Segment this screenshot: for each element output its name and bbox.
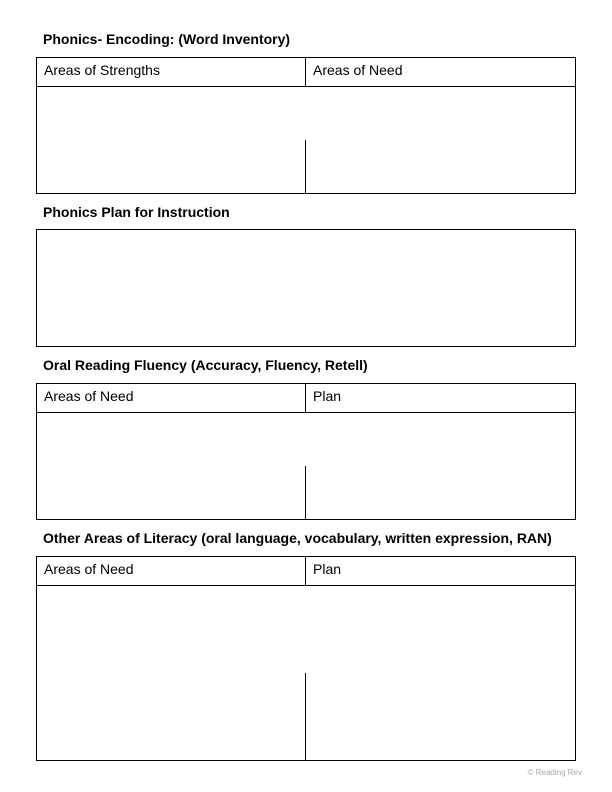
section-title-oral-reading-fluency: Oral Reading Fluency (Accuracy, Fluency, Retell) xyxy=(43,357,368,373)
literacy-plan-entry-area[interactable] xyxy=(306,673,575,760)
copyright-footer: © Reading Rev xyxy=(527,768,582,777)
literacy-need-entry-area[interactable] xyxy=(37,673,306,760)
phonics-encoding-table xyxy=(36,57,576,194)
section-title-phonics-plan: Phonics Plan for Instruction xyxy=(43,204,230,220)
other-literacy-table xyxy=(36,556,576,761)
phonics-plan-entry-area[interactable] xyxy=(36,229,576,347)
section-title-phonics-encoding: Phonics- Encoding: (Word Inventory) xyxy=(43,31,291,47)
oral-reading-fluency-table xyxy=(36,383,576,520)
fluency-need-entry-area[interactable] xyxy=(37,466,306,519)
col-header-strengths: Areas of Strengths xyxy=(37,58,306,87)
col-header-plan: Plan xyxy=(306,384,575,413)
section-title-other-literacy: Other Areas of Literacy (oral language, vocabulary, written expression, RAN) xyxy=(43,530,552,546)
fluency-plan-entry-area[interactable] xyxy=(306,466,575,519)
col-header-need: Areas of Need xyxy=(306,58,575,87)
col-header-need: Areas of Need xyxy=(37,557,306,586)
strengths-entry-area[interactable] xyxy=(37,140,306,193)
need-entry-area[interactable] xyxy=(306,140,575,193)
col-header-plan: Plan xyxy=(306,557,575,586)
col-header-need: Areas of Need xyxy=(37,384,306,413)
